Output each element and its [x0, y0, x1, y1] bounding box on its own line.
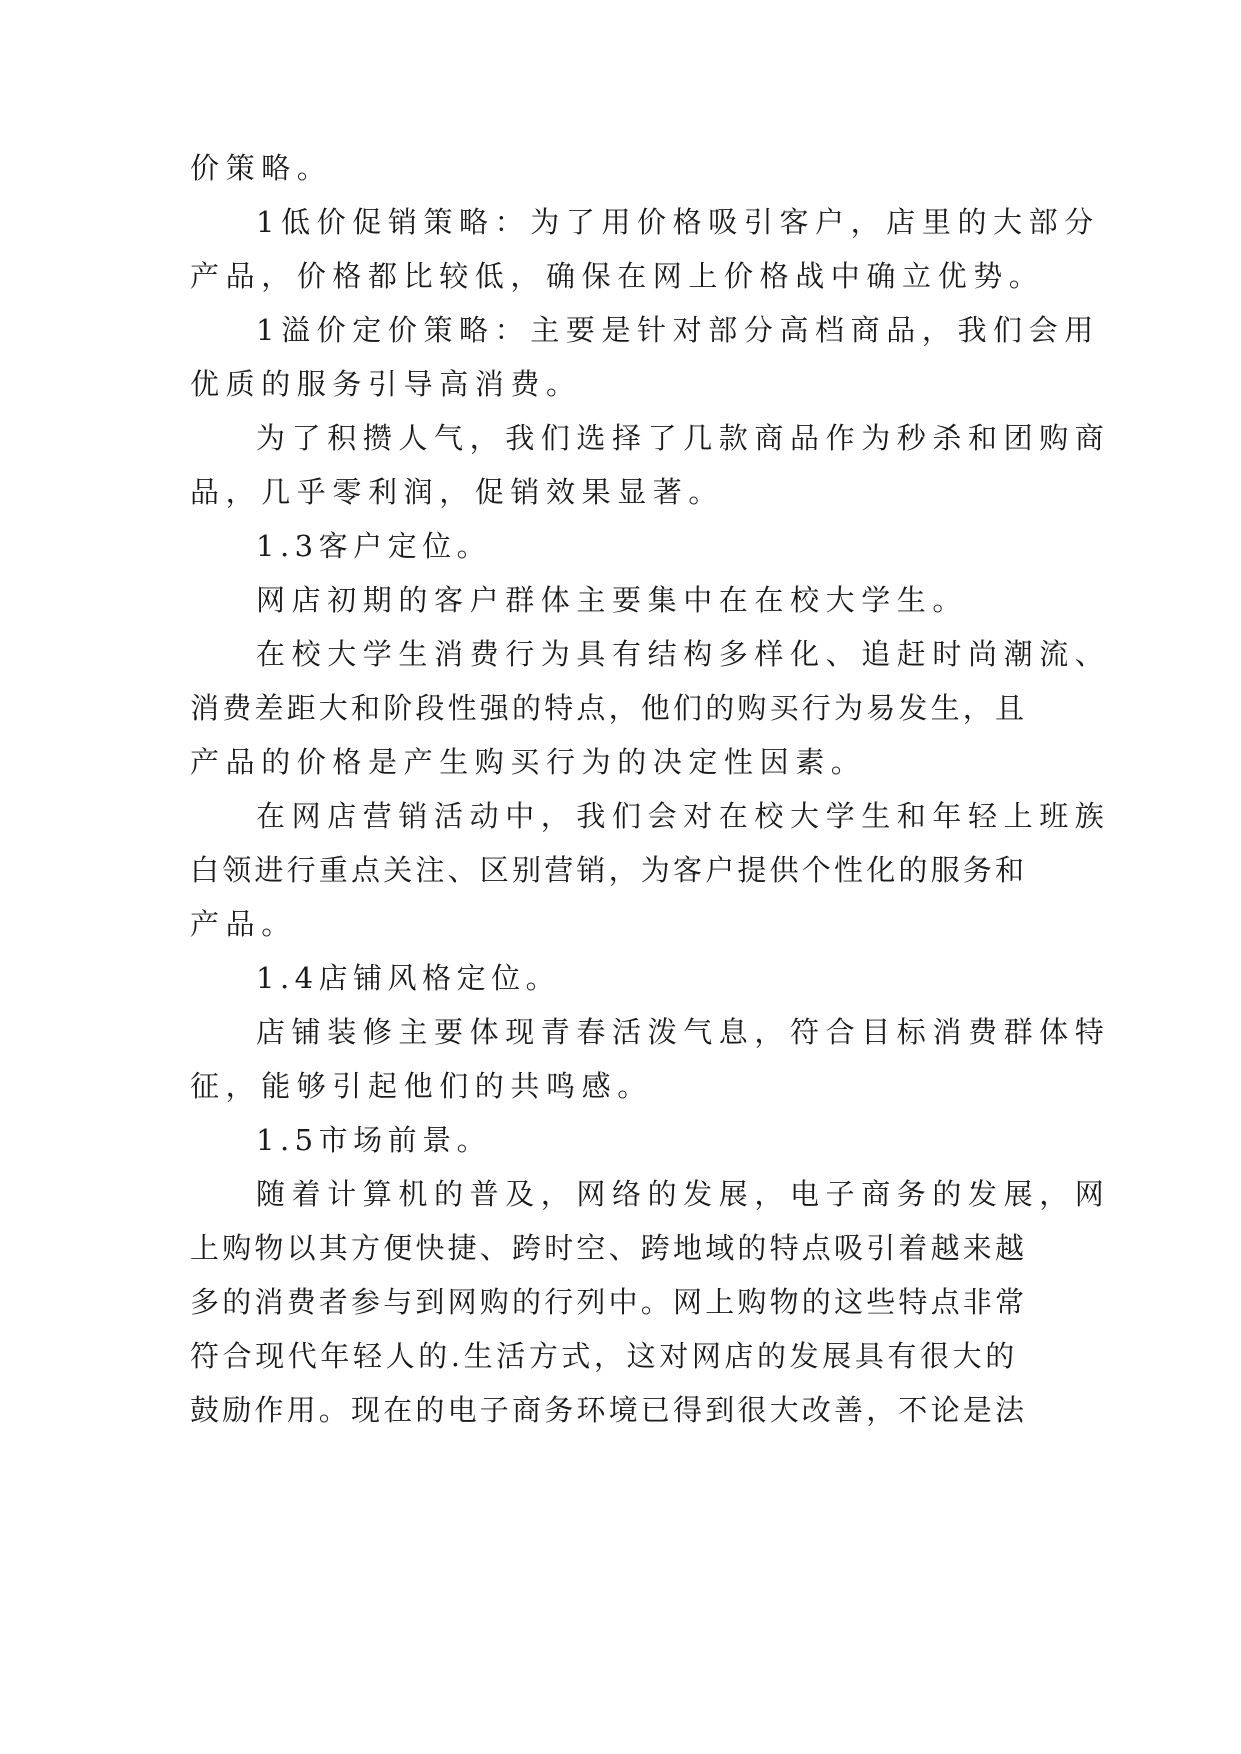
text-line: 品，几乎零利润，促销效果显著。	[190, 475, 725, 509]
text-line: 多的消费者参与到网购的行列中。网上购物的这些特点非常	[190, 1285, 1028, 1319]
text-line: 消费差距大和阶段性强的特点，他们的购买行为易发生，且	[190, 691, 1028, 725]
text-line: 在校大学生消费行为具有结构多样化、追赶时尚潮流、	[256, 637, 1111, 671]
section-heading: 1.3客户定位。	[256, 529, 492, 563]
text-line: 店铺装修主要体现青春活泼气息，符合目标消费群体特	[256, 1015, 1111, 1049]
section-heading: 1.4店铺风格定位。	[256, 961, 561, 995]
text-line: 1溢价定价策略：主要是针对部分高档商品，我们会用	[256, 313, 1100, 347]
text-line: 在网店营销活动中，我们会对在校大学生和年轻上班族	[256, 799, 1111, 833]
text-line: 产品的价格是产生购买行为的决定性因素。	[190, 745, 867, 779]
section-heading: 1.5市场前景。	[256, 1123, 492, 1157]
text-line: 符合现代年轻人的.生活方式，这对网店的发展具有很大的	[190, 1339, 1018, 1373]
text-line: 产品，价格都比较低，确保在网上价格战中确立优势。	[190, 259, 1045, 293]
text-line: 随着计算机的普及，网络的发展，电子商务的发展，网	[256, 1177, 1111, 1211]
text-line: 网店初期的客户群体主要集中在在校大学生。	[256, 583, 969, 617]
text-line: 为了积攒人气，我们选择了几款商品作为秒杀和团购商	[256, 421, 1111, 455]
text-line: 价策略。	[190, 151, 333, 185]
text-line: 产品。	[190, 907, 297, 941]
text-line: 鼓励作用。现在的电子商务环境已得到很大改善，不论是法	[190, 1393, 1028, 1427]
text-line: 征，能够引起他们的共鸣感。	[190, 1069, 653, 1103]
text-line: 优质的服务引导高消费。	[190, 367, 582, 401]
text-line: 1低价促销策略：为了用价格吸引客户，店里的大部分	[256, 205, 1100, 239]
text-line: 白领进行重点关注、区别营销，为客户提供个性化的服务和	[190, 853, 1028, 887]
text-line: 上购物以其方便快捷、跨时空、跨地域的特点吸引着越来越	[190, 1231, 1028, 1265]
